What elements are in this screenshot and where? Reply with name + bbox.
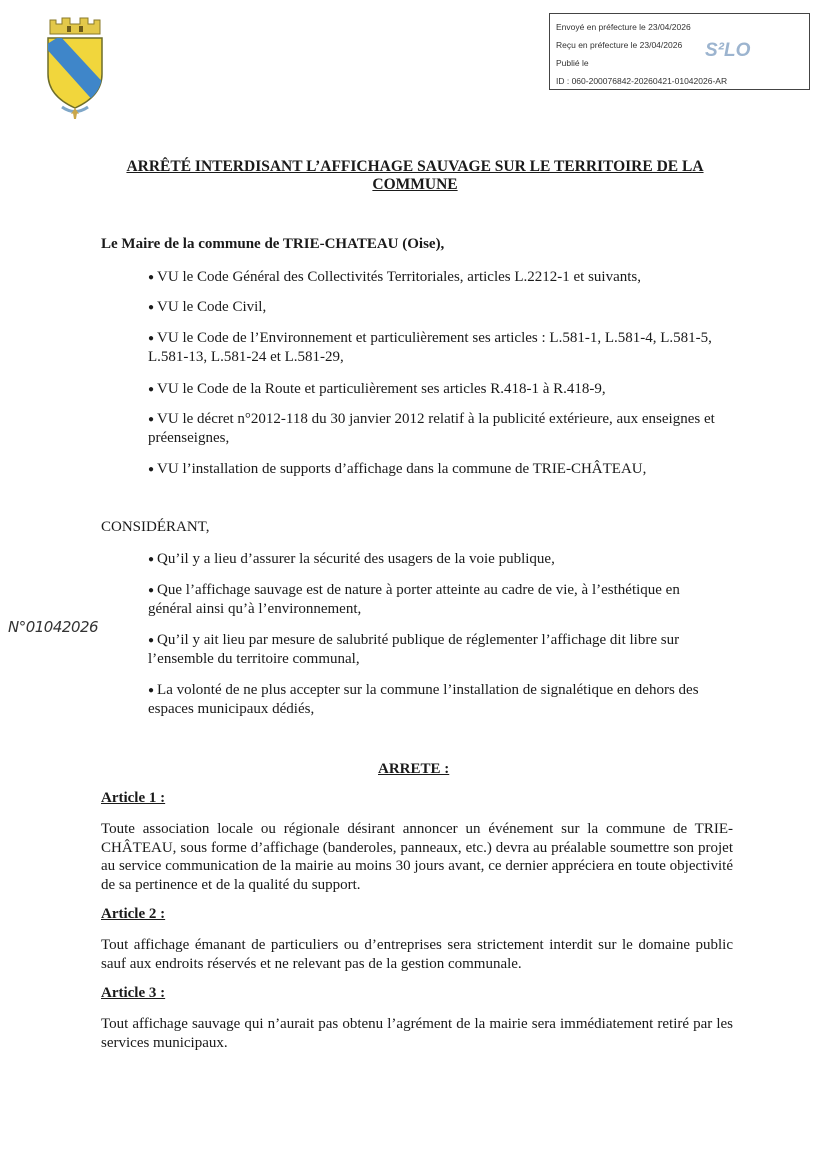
- considering-item: ● Qu’il y a lieu d’assurer la sécurité des usagers de la voie publique,: [148, 551, 555, 567]
- vu-item: ● VU le Code de l’Environnement et particulièrement ses articles : L.581-1, L.581-4, L.581-5, L.581-13, L.581-24 et L.581-29,: [148, 330, 712, 365]
- mayor-line: Le Maire de la commune de TRIE-CHATEAU (Oise),: [101, 236, 445, 252]
- article-1-label: Article 1 :: [101, 790, 166, 806]
- stamp-received-date: Reçu en préfecture le 23/04/2026: [556, 40, 683, 50]
- document-title: ARRÊTÉ INTERDISANT L’AFFICHAGE SAUVAGE SUR LE TERRITOIRE DE LA COMMUNE: [126, 158, 704, 193]
- coat-of-arms-logo: [40, 12, 110, 120]
- considering-label: CONSIDÉRANT,: [101, 519, 210, 535]
- article-2-label: Article 2 :: [101, 906, 166, 922]
- prefecture-stamp: [549, 13, 810, 90]
- considering-item: ● Qu’il y ait lieu par mesure de salubrité publique de réglementer l’affichage dit libre sur l’ensemble du territoire communal,: [148, 632, 680, 667]
- s2low-logo: S²LO: [705, 40, 751, 61]
- article-2-text: Tout affichage émanant de particuliers ou d’entreprises sera strictement interdit sur le domaine public sauf aux endroits réservés et ne relevant pas de la gestion communale.: [101, 937, 733, 972]
- stamp-id: ID : 060-200076842-20260421-01042026-AR: [556, 76, 728, 86]
- arrete-heading: ARRETE :: [378, 761, 450, 777]
- vu-item: ● VU le Code Général des Collectivités Territoriales, articles L.2212-1 et suivants,: [148, 269, 642, 285]
- considering-item: ● La volonté de ne plus accepter sur la commune l’installation de signalétique en dehors des espaces municipaux dédiés,: [148, 682, 699, 717]
- stamp-sent-date: Envoyé en préfecture le 23/04/2026: [556, 22, 691, 32]
- handwritten-act-number: N°01042026: [8, 618, 99, 636]
- article-1-text: Toute association locale ou régionale désirant annoncer un événement sur la commune de TRIE-CHÂTEAU, sous forme d’affichage (banderoles, panneaux, etc.) devra au préalable soumettre son projet au service communication de la mairie au moins 30 jours avant, ce dernier appréciera en toute objectivité de sa pertinence et de la qualité du support.: [101, 821, 733, 893]
- considering-item: ● Que l’affichage sauvage est de nature à porter atteinte au cadre de vie, à l’esthétique en général ainsi qu’à l’environnement,: [148, 582, 680, 617]
- article-3-label: Article 3 :: [101, 985, 166, 1001]
- vu-item: ● VU le décret n°2012-118 du 30 janvier 2012 relatif à la publicité extérieure, aux enseignes et préenseignes,: [148, 411, 715, 446]
- vu-item: ● VU le Code de la Route et particulièrement ses articles R.418-1 à R.418-9,: [148, 381, 606, 397]
- vu-item: ● VU l’installation de supports d’affichage dans la commune de TRIE-CHÂTEAU,: [148, 461, 647, 477]
- article-3-text: Tout affichage sauvage qui n’aurait pas obtenu l’agrément de la mairie sera immédiatement retiré par les services municipaux.: [101, 1016, 733, 1051]
- vu-item: ● VU le Code Civil,: [148, 299, 267, 315]
- stamp-published: Publié le: [556, 58, 589, 68]
